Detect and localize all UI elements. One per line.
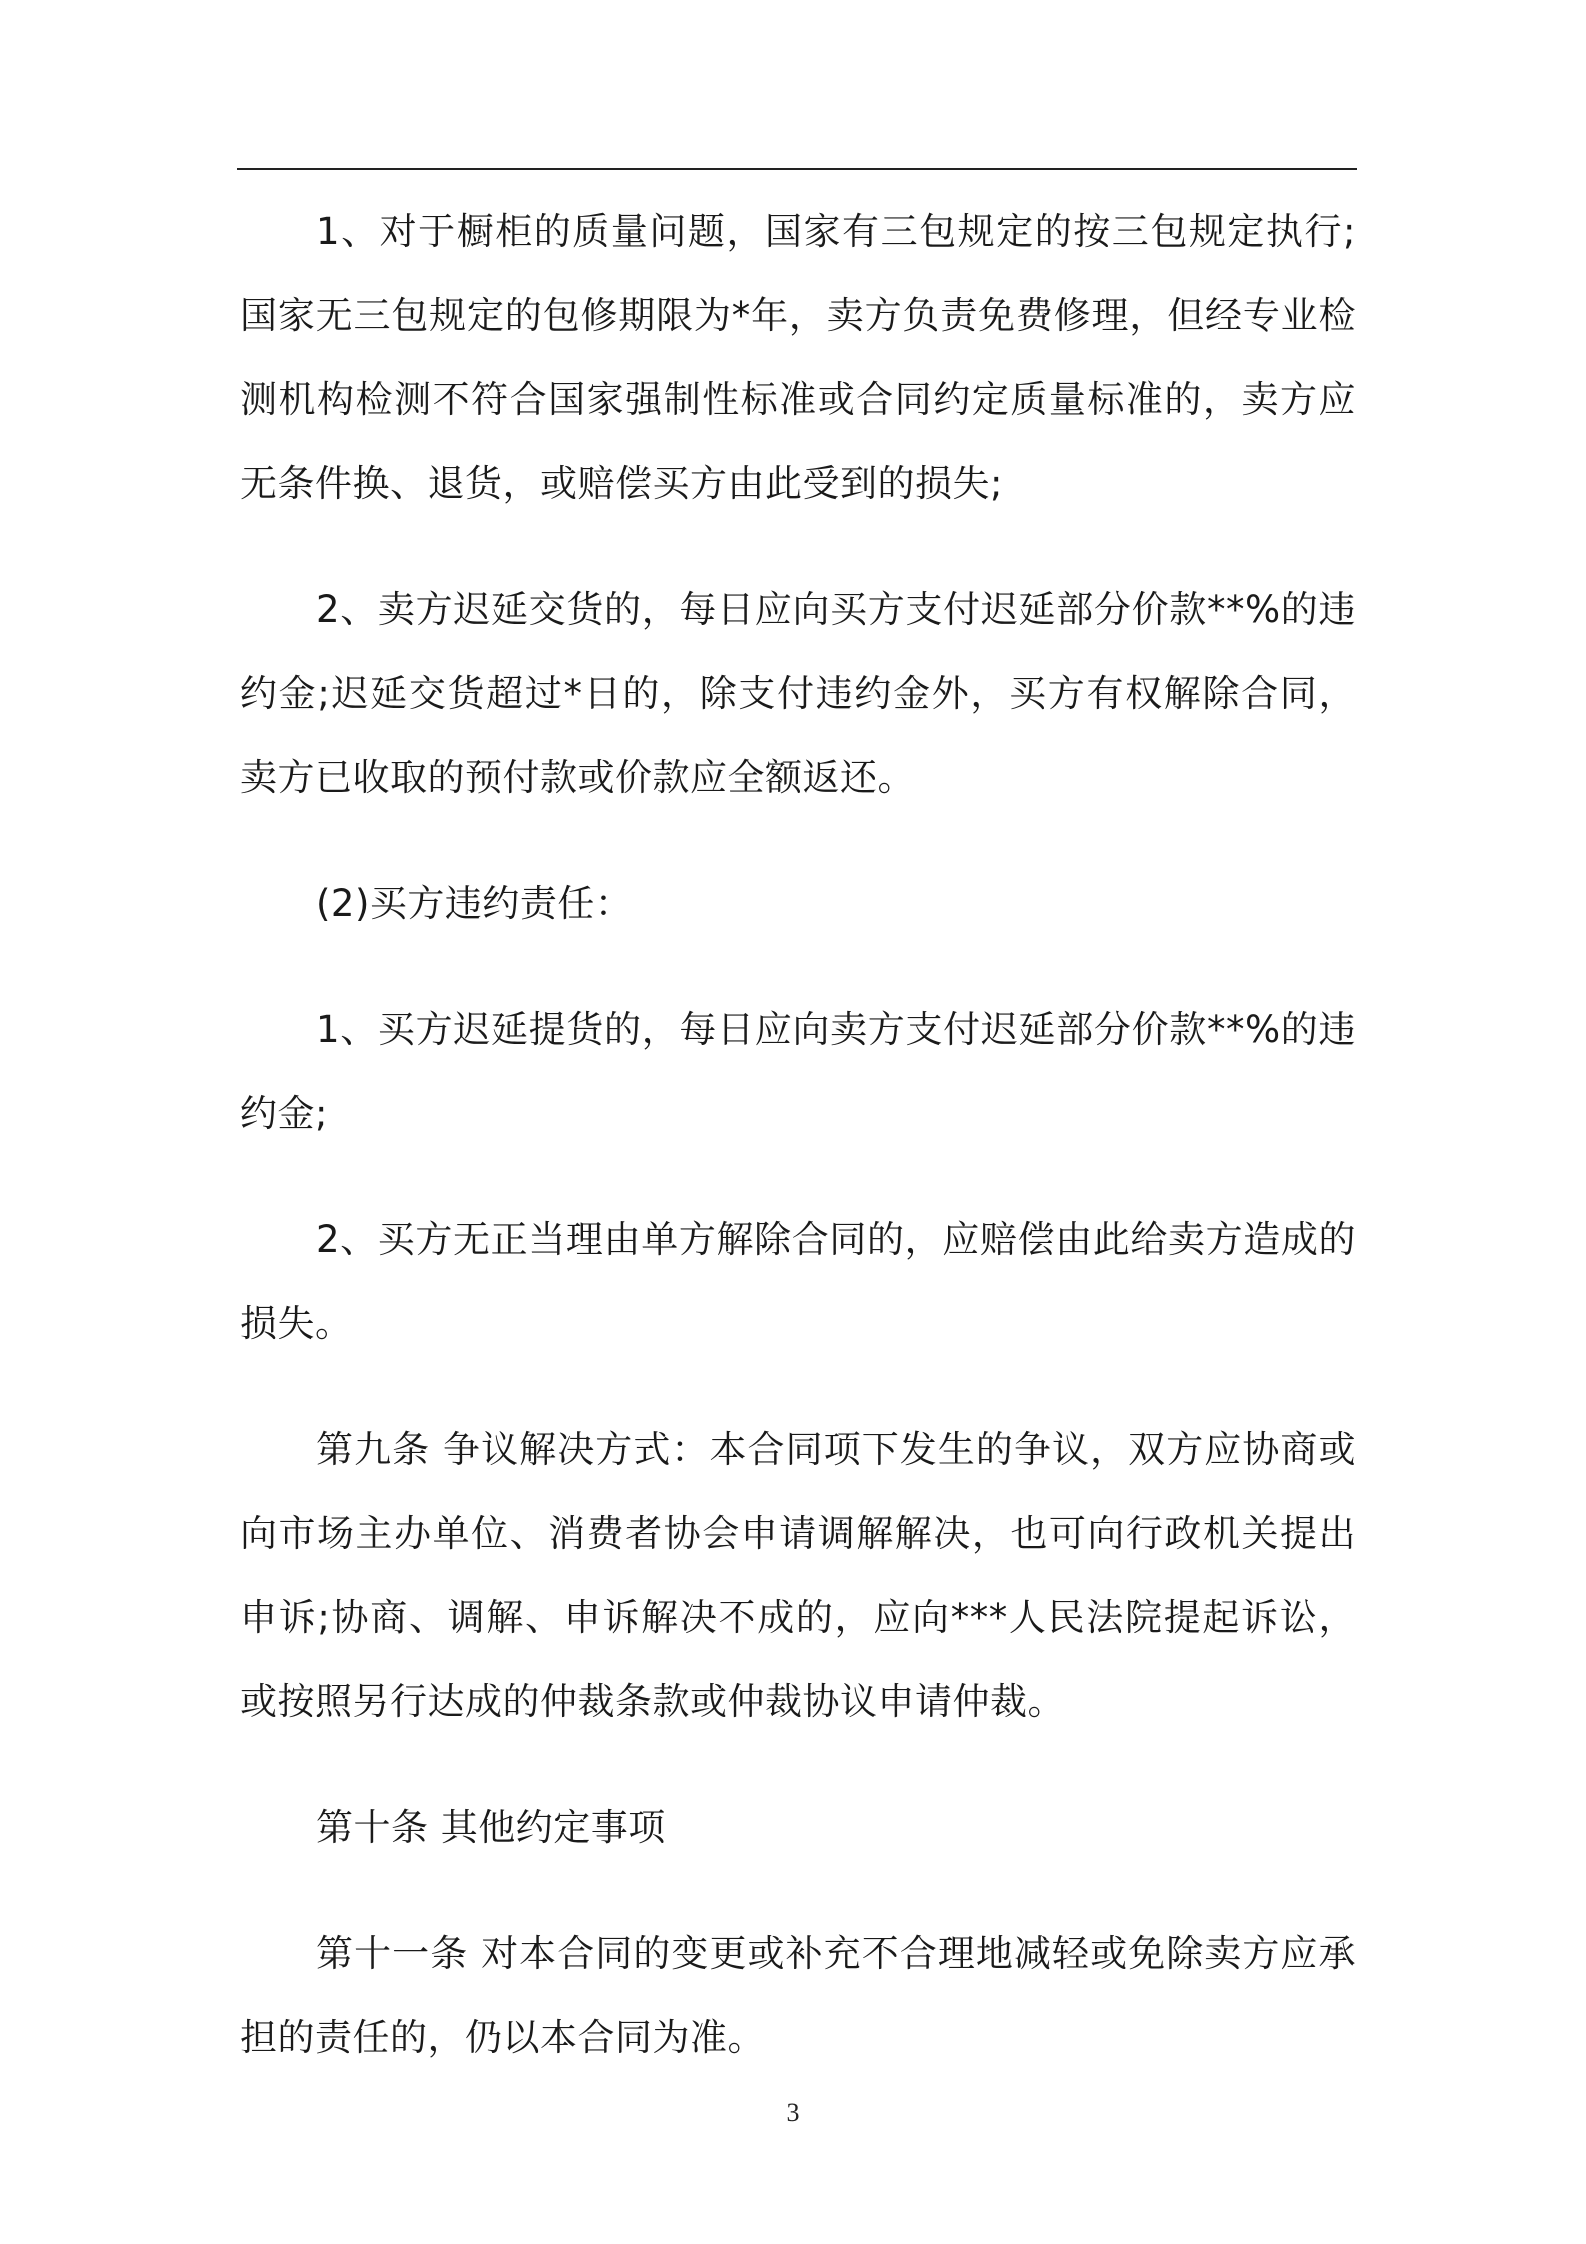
paragraph-buyer-late-pickup: 1、买方迟延提货的，每日应向卖方支付迟延部分价款**%的违约金; — [240, 1008, 1356, 1135]
document-body — [240, 190, 1356, 2122]
header-rule — [237, 168, 1357, 170]
paragraph-quality-warranty: 1、对于橱柜的质量问题，国家有三包规定的按三包规定执行;国家无三包规定的包修期限为*年，卖方负责免费修理，但经专业检测机构检测不符合国家强制性标准或合同约定质量标准的，卖方应无条件换、退货，或赔偿买方由此受到的损失; — [240, 210, 1356, 505]
paragraph-article-11-amendment: 第十一条 对本合同的变更或补充不合理地减轻或免除卖方应承担的责任的，仍以本合同为准。 — [240, 1932, 1356, 2059]
paragraph-article-10-other: 第十条 其他约定事项 — [316, 1806, 666, 1849]
paragraph-buyer-liability-heading: (2)买方违约责任： — [316, 882, 633, 925]
page-number: 3 — [786, 2098, 800, 2127]
paragraph-seller-late-delivery: 2、卖方迟延交货的，每日应向买方支付迟延部分价款**%的违约金;迟延交货超过*日的，除支付违约金外，买方有权解除合同，卖方已收取的预付款或价款应全额返还。 — [240, 588, 1356, 799]
paragraph-buyer-termination: 2、买方无正当理由单方解除合同的，应赔偿由此给卖方造成的损失。 — [240, 1218, 1356, 1345]
paragraph-article-9-dispute: 第九条 争议解决方式：本合同项下发生的争议，双方应协商或向市场主办单位、消费者协会申请调解解决，也可向行政机关提出申诉;协商、调解、申诉解决不成的，应向***人民法院提起诉讼，或按照另行达成的仲裁条款或仲裁协议申请仲裁。 — [240, 1428, 1356, 1723]
